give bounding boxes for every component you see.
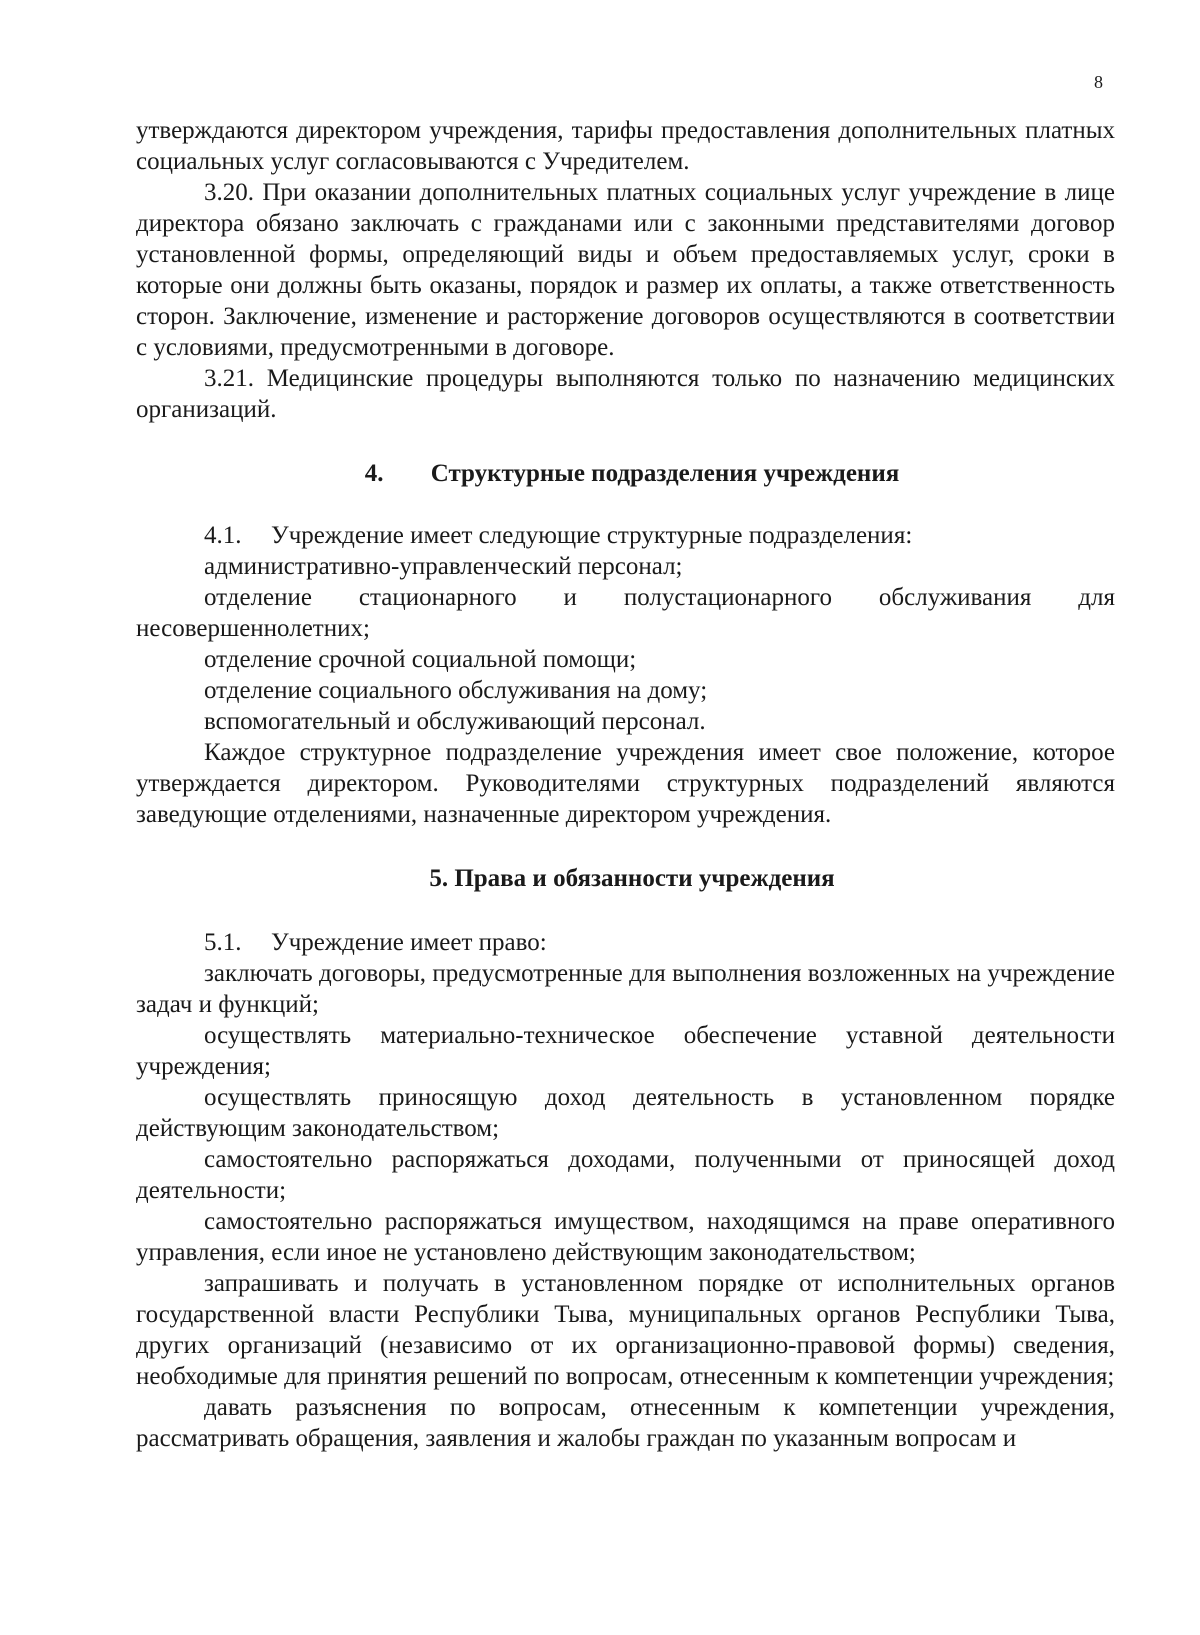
paragraph-4-1 <box>136 520 1115 551</box>
paragraph-3-20: 3.20. При оказании дополнительных платных социальных услуг учреждение в лице директора обязано заключать с гражданами или с законными представителями договор установленной формы, определяющий виды и объем предоставляемых услуг, сроки в которые они должны быть оказаны, порядок и размер их оплаты, а также ответственность сторон. Заключение, изменение и расторжение договоров осуществляются в соответствии с условиями, предусмотренными в договоре. <box>136 179 1115 361</box>
section-4-number: 4. <box>364 460 384 487</box>
document-body <box>136 115 1115 1454</box>
list-item: заключать договоры, предусмотренные для выполнения возложенных на учреждение задач и функций; <box>136 960 1115 1018</box>
list-item: самостоятельно распоряжаться имуществом, находящимся на праве оперативного управления, если иное не установлено действующим законодательством; <box>136 1208 1115 1266</box>
list-item: отделение срочной социальной помощи; <box>204 646 637 673</box>
list-item: административно-управленческий персонал; <box>204 553 683 580</box>
paragraph-4-1-text: Учреждение имеет следующие структурные подразделения: <box>271 522 913 549</box>
list-item: отделение стационарного и полустационарного обслуживания для несовершеннолетних; <box>136 584 1115 642</box>
list-item: вспомогательный и обслуживающий персонал. <box>204 708 706 735</box>
paragraph-5-1-text: Учреждение имеет право: <box>271 929 547 956</box>
list-item: самостоятельно распоряжаться доходами, полученными от приносящей доход деятельности; <box>136 1146 1115 1204</box>
paragraph-continuation: утверждаются директором учреждения, тарифы предоставления дополнительных платных социальных услуг согласовываются с Учредителем. <box>136 117 1115 175</box>
list-item: осуществлять материально-техническое обеспечение уставной деятельности учреждения; <box>136 1022 1115 1080</box>
paragraph-3-21: 3.21. Медицинские процедуры выполняются только по назначению медицинских организаций. <box>136 365 1115 423</box>
page-number: 8 <box>1094 72 1103 92</box>
section-4-title: Структурные подразделения учреждения <box>430 460 900 487</box>
list-item: давать разъяснения по вопросам, отнесенным к компетенции учреждения, рассматривать обращения, заявления и жалобы граждан по указанным вопросам и <box>136 1394 1115 1452</box>
paragraph-5-1-number: 5.1. <box>204 929 242 956</box>
paragraph-4-1-number: 4.1. <box>204 522 242 549</box>
section-5-heading: 5. Права и обязанности учреждения <box>429 865 835 892</box>
section-4-heading <box>136 458 1115 489</box>
paragraph-each-division: Каждое структурное подразделение учреждения имеет свое положение, которое утверждается директором. Руководителями структурных подразделений являются заведующие отделениями, назначенные директором учреждения. <box>136 739 1115 828</box>
paragraph-5-1 <box>136 927 1115 958</box>
list-item: запрашивать и получать в установленном порядке от исполнительных органов государственной власти Республики Тыва, муниципальных органов Республики Тыва, других организаций (независимо от их организационно-правовой формы) сведения, необходимые для принятия решений по вопросам, отнесенным к компетенции учреждения; <box>136 1270 1115 1390</box>
list-item: осуществлять приносящую доход деятельность в установленном порядке действующим законодательством; <box>136 1084 1115 1142</box>
list-item: отделение социального обслуживания на дому; <box>204 677 708 704</box>
